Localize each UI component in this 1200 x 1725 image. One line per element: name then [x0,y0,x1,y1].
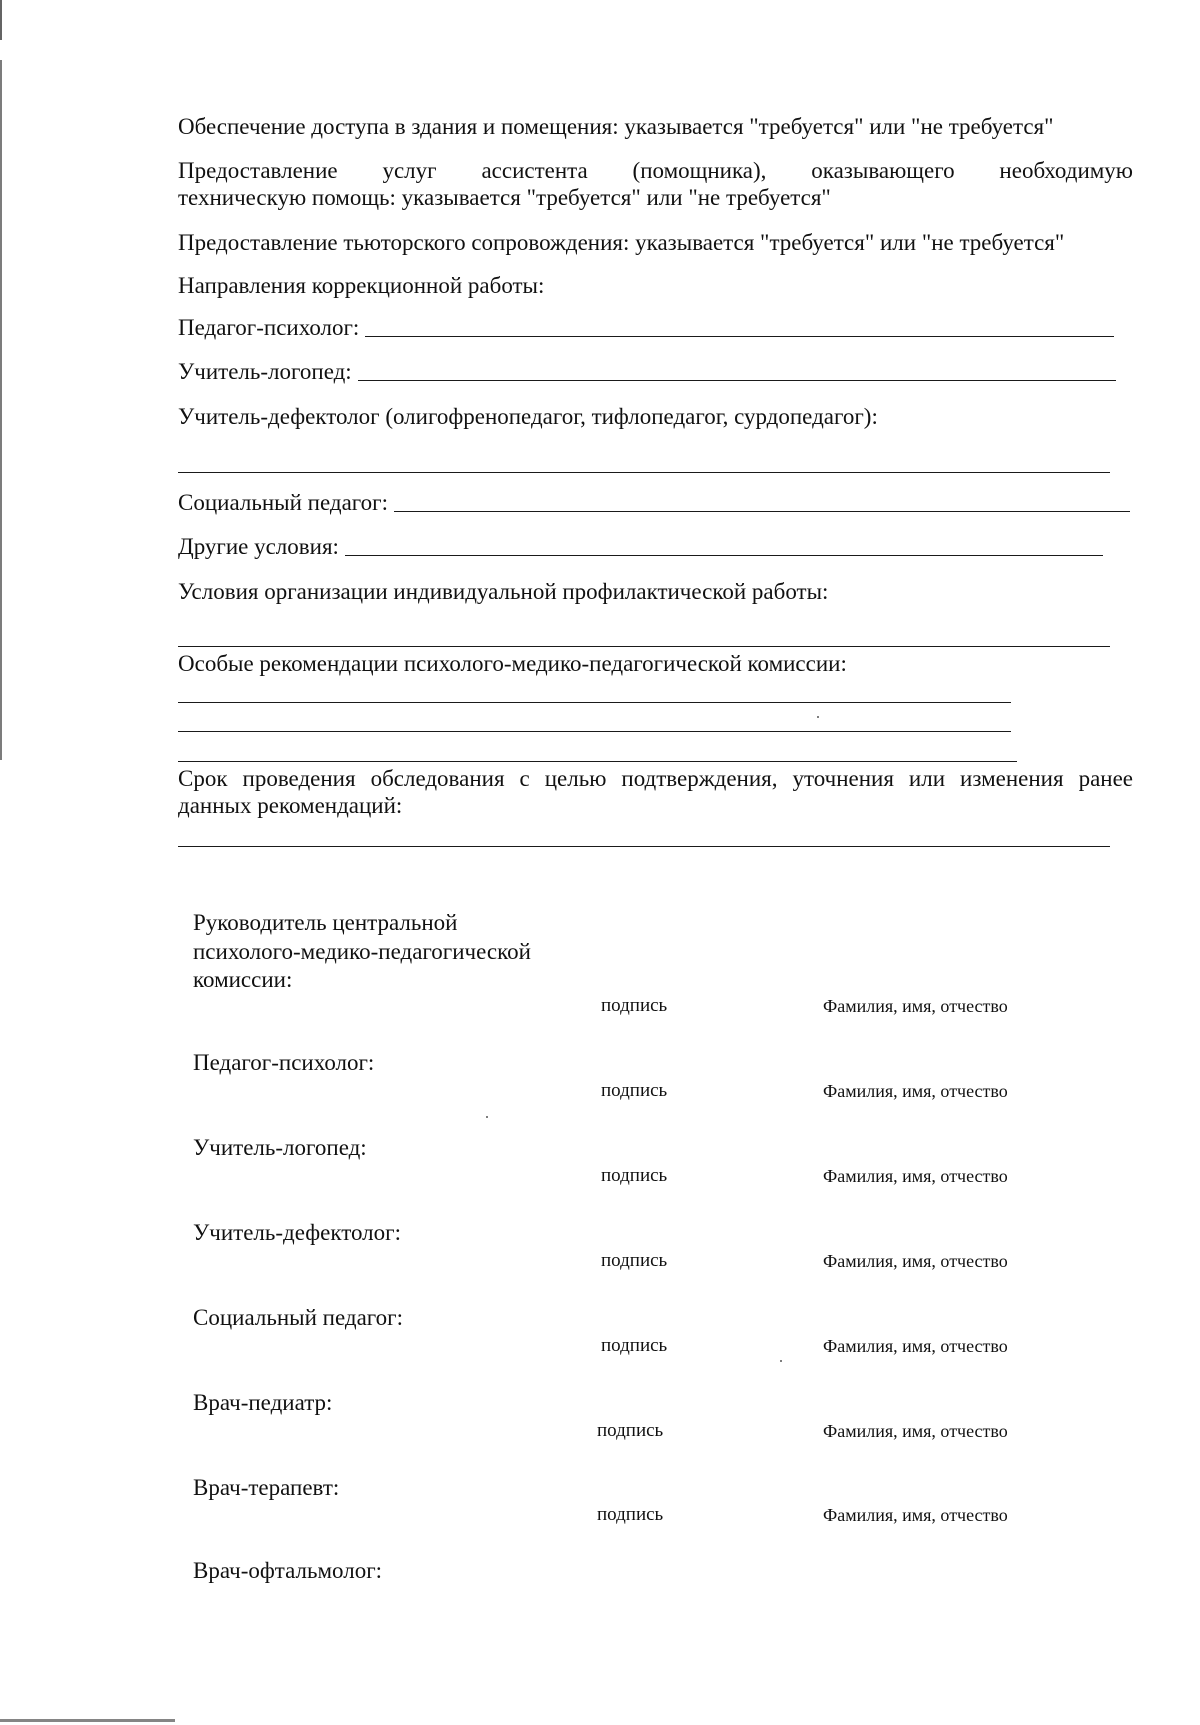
other-conditions-field [178,533,1103,560]
assistant-requirement-line-1: Предоставление услуг ассистента (помощника), оказывающего необходимую [178,158,1133,183]
special-recommendations-blank-2[interactable] [178,731,1011,732]
speech-therapist-field [178,358,1116,385]
sig-defectologist-role: Учитель-дефектолог: [193,1220,401,1245]
speech-therapist-blank[interactable] [358,358,1116,381]
term-line-1: Срок проведения обследования с целью подтверждения, уточнения или изменения ранее [178,766,1133,791]
sig-defectologist-signature-caption: подпись [601,1250,668,1271]
assistant-requirement-paragraph [178,157,1133,211]
sig-speech-therapist-signature-caption: подпись [601,1165,668,1186]
sig-pediatrician-name-caption: Фамилия, имя, отчество [823,1421,1008,1441]
sig-head-line-1: Руководитель центральной [193,910,458,935]
social-pedagogue-field [178,489,1130,516]
sig-therapist-name-caption: Фамилия, имя, отчество [823,1505,1008,1525]
sig-speech-therapist-role: Учитель-логопед: [193,1135,367,1160]
special-recommendations-heading: Особые рекомендации психолого-медико-педагогической комиссии: [178,651,847,676]
scan-edge-left [0,0,2,1725]
defectologist-label: Учитель-дефектолог (олигофренопедагог, тифлопедагог, сурдопедагог): [178,404,878,429]
scan-speck [817,716,819,718]
prevention-heading: Условия организации индивидуальной профилактической работы: [178,579,829,604]
sig-social-pedagogue-role: Социальный педагог: [193,1305,403,1330]
tutor-requirement-line: Предоставление тьюторского сопровождения: указывается "требуется" или "не требуется" [178,230,1065,255]
speech-therapist-label: Учитель-логопед: [178,359,352,384]
term-blank[interactable] [178,846,1110,847]
psychologist-field [178,314,1114,341]
sig-head-line-2: психолого-медико-педагогической [193,939,531,964]
sig-therapist-signature-caption: подпись [597,1504,664,1525]
other-conditions-label: Другие условия: [178,534,339,559]
correction-heading: Направления коррекционной работы: [178,273,545,298]
sig-ophthalmologist-role: Врач-офтальмолог: [193,1558,383,1583]
sig-therapist-role: Врач-терапевт: [193,1475,340,1500]
defectologist-blank[interactable] [178,472,1110,473]
sig-speech-therapist-name-caption: Фамилия, имя, отчество [823,1166,1008,1186]
social-pedagogue-label: Социальный педагог: [178,490,388,515]
sig-head-signature-caption: подпись [601,995,668,1016]
special-recommendations-blank-3[interactable] [178,761,1017,762]
sig-pediatrician-signature-caption: подпись [597,1420,664,1441]
scan-speck [486,1116,488,1118]
sig-psychologist-signature-caption: подпись [601,1080,668,1101]
sig-pediatrician-role: Врач-педиатр: [193,1390,333,1415]
assistant-requirement-line-2: техническую помощь: указывается "требуется" или "не требуется" [178,185,831,210]
sig-head-name-caption: Фамилия, имя, отчество [823,996,1008,1016]
scan-speck [780,1360,782,1362]
sig-defectologist-name-caption: Фамилия, имя, отчество [823,1251,1008,1271]
term-paragraph [178,765,1133,819]
term-line-2: данных рекомендаций: [178,793,403,818]
prevention-blank[interactable] [178,646,1110,647]
sig-social-pedagogue-signature-caption: подпись [601,1335,668,1356]
special-recommendations-blank-1[interactable] [178,702,1011,703]
social-pedagogue-blank[interactable] [394,489,1130,512]
psychologist-blank[interactable] [365,314,1114,337]
other-conditions-blank[interactable] [345,533,1103,556]
scan-edge-bottom [0,1719,175,1722]
sig-social-pedagogue-name-caption: Фамилия, имя, отчество [823,1336,1008,1356]
sig-head-line-3: комиссии: [193,967,293,992]
sig-psychologist-name-caption: Фамилия, имя, отчество [823,1081,1008,1101]
access-requirement-line: Обеспечение доступа в здания и помещения: указывается "требуется" или "не требуется" [178,114,1054,139]
psychologist-label: Педагог-психолог: [178,315,360,340]
sig-psychologist-role: Педагог-психолог: [193,1050,375,1075]
